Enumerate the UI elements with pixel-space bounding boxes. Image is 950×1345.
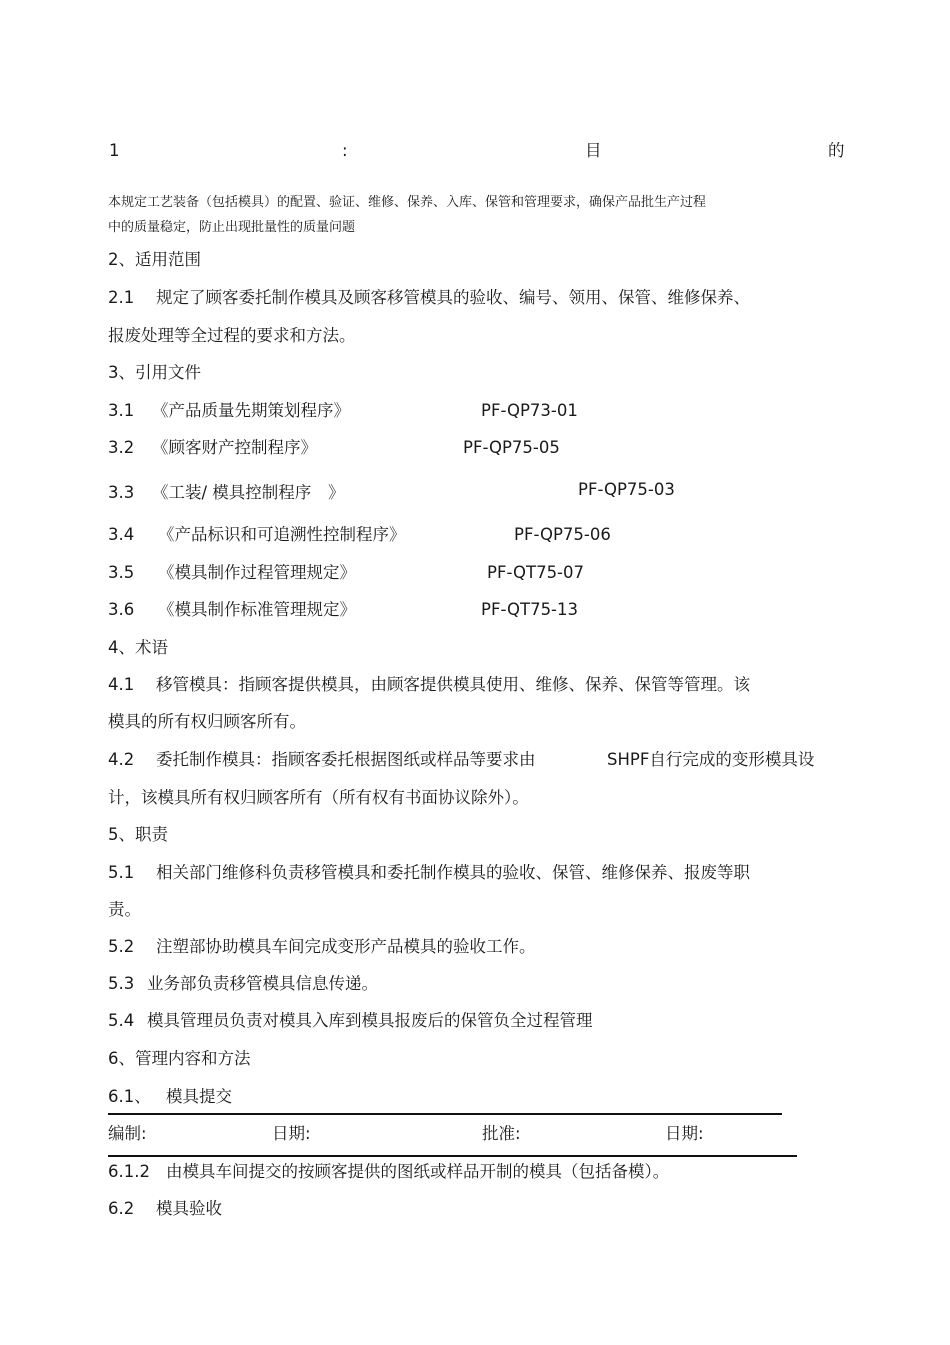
section2-title: 2、适用范围 [108, 250, 201, 269]
section-number: 5.2 [108, 937, 135, 956]
ref-name: 《模具制作过程管理规定》 [158, 563, 356, 582]
section6-2 [108, 1198, 222, 1220]
ref-number: 3.2 [108, 438, 135, 457]
ref-number: 3.4 [108, 525, 135, 544]
section-text: 业务部负责移管模具信息传递。 [147, 974, 378, 993]
section-number: 6.2 [108, 1199, 135, 1218]
ref-name: 《产品质量先期策划程序》 [152, 401, 350, 420]
heading1-char2: 的 [828, 141, 845, 160]
section5-1-line2: 责。 [108, 900, 141, 919]
section-text: 移管模具：指顾客提供模具，由顾客提供模具使用、维修、保养、保管等管理。该 [156, 675, 750, 694]
ref-name: 《产品标识和可追溯性控制程序》 [158, 525, 406, 544]
compiled-label: 编制: [108, 1124, 147, 1143]
divider-top [108, 1113, 782, 1115]
section-text: 委托制作模具：指顾客委托根据图纸或样品等要求由 [156, 750, 536, 769]
ref-code: PF-QP75-03 [578, 480, 675, 499]
section5-3 [108, 973, 378, 995]
section5-title: 5、职责 [108, 825, 168, 844]
section6-1 [108, 1086, 232, 1108]
date-label-2: 日期: [665, 1124, 704, 1143]
heading1-char1: 目 [585, 141, 602, 160]
section-text: 注塑部协助模具车间完成变形产品模具的验收工作。 [156, 937, 536, 956]
section-number: 5.4 [108, 1011, 135, 1030]
ref-code: PF-QP75-05 [463, 438, 560, 457]
section6-title: 6、管理内容和方法 [108, 1049, 251, 1068]
section2-1-line1 [108, 287, 750, 309]
section4-1-line2: 模具的所有权归顾客所有。 [108, 712, 306, 731]
section4-title: 4、术语 [108, 638, 168, 657]
section4-1-line1 [108, 674, 750, 696]
section-number: 4.2 [108, 750, 135, 769]
section-number: 5.1 [108, 863, 135, 882]
section5-4 [108, 1010, 593, 1032]
ref-number: 3.6 [108, 600, 135, 619]
section5-1-line1 [108, 862, 750, 884]
section2-1-line2: 报废处理等全过程的要求和方法。 [108, 326, 356, 345]
section-number: 6.1.2 [108, 1162, 150, 1181]
section-text: 由模具车间提交的按顾客提供的图纸或样品开制的模具（包括备模）。 [166, 1162, 670, 1181]
ref-name: 《顾客财产控制程序》 [152, 438, 317, 457]
section-text: 相关部门维修科负责移管模具和委托制作模具的验收、保管、维修保养、报废等职 [156, 863, 750, 882]
ref-item-3-2 [108, 437, 317, 459]
ref-code: PF-QP75-06 [514, 525, 611, 544]
ref-code: PF-QT75-13 [481, 600, 579, 619]
date-label-1: 日期: [272, 1124, 311, 1143]
ref-name: 《工装/ 模具控制程序 [152, 483, 312, 502]
section4-2-line2: 计，该模具所有权归顾客所有（所有权有书面协议除外）。 [108, 788, 529, 807]
section-number: 4.1 [108, 675, 135, 694]
section-number: 5.3 [108, 974, 135, 993]
section5-2 [108, 936, 536, 958]
section6-1-2 [108, 1161, 669, 1183]
ref-item-3-3 [108, 482, 311, 504]
ref-close-bracket: 》 [328, 483, 345, 502]
purpose-line1: 本规定工艺装备（包括模具）的配置、验证、维修、保养、入库、保管和管理要求，确保产品批生产过程 [108, 195, 707, 210]
heading1-number: 1 [109, 141, 120, 160]
section-number: 6.1、 [108, 1087, 151, 1106]
section-text: 模具管理员负责对模具入库到模具报废后的保管负全过程管理 [147, 1011, 593, 1030]
section-text: 规定了顾客委托制作模具及顾客移管模具的验收、编号、领用、保管、维修保养、 [156, 288, 750, 307]
divider-bottom [108, 1155, 797, 1157]
section-text: 模具验收 [156, 1199, 222, 1218]
section4-2-line1-tail: SHPF自行完成的变形模具设 [607, 750, 815, 769]
ref-number: 3.1 [108, 401, 135, 420]
ref-code: PF-QT75-07 [487, 563, 585, 582]
section4-2-line1 [108, 749, 536, 771]
ref-number: 3.5 [108, 563, 135, 582]
ref-code: PF-QP73-01 [481, 401, 578, 420]
ref-item-3-5 [108, 562, 356, 584]
section3-title: 3、引用文件 [108, 363, 201, 382]
ref-number: 3.3 [108, 483, 135, 502]
section-text: 模具提交 [166, 1087, 232, 1106]
approved-label: 批准: [482, 1124, 521, 1143]
section-number: 2.1 [108, 288, 135, 307]
purpose-line2: 中的质量稳定，防止出现批量性的质量问题 [108, 220, 356, 235]
ref-name: 《模具制作标准管理规定》 [158, 600, 356, 619]
ref-item-3-4 [108, 524, 406, 546]
ref-item-3-6 [108, 599, 356, 621]
ref-item-3-1 [108, 400, 350, 422]
heading1-colon: : [342, 141, 348, 160]
